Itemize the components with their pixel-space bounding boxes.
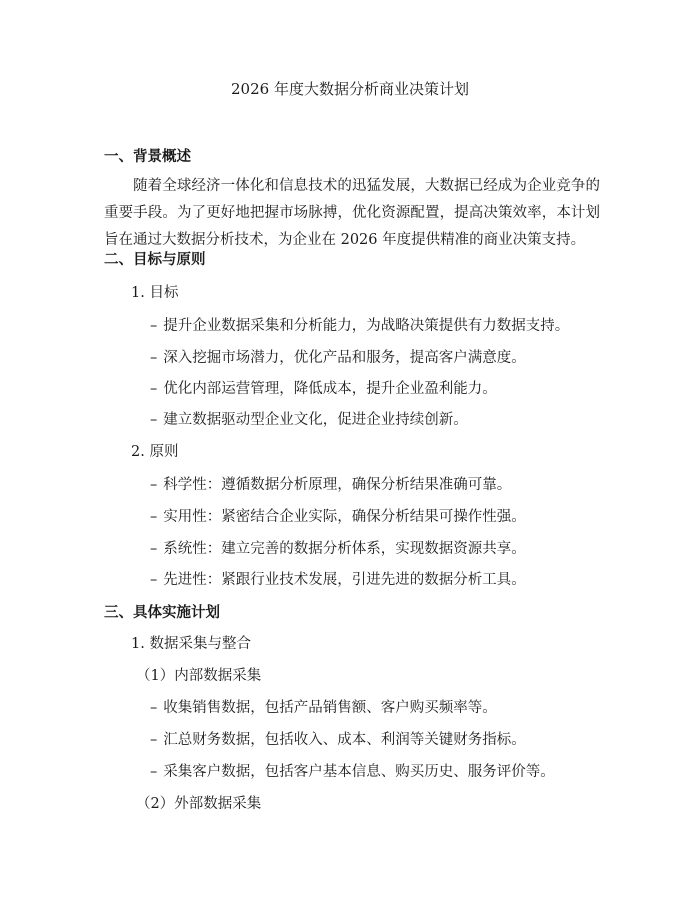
list-item-text: 实用性：紧密结合企业实际，确保分析结果可操作性强。 [163,509,526,525]
list-item-text: 优化内部运营管理，降低成本，提升企业盈利能力。 [163,381,497,397]
list-item [150,568,526,589]
list-item-text: 建立数据驱动型企业文化，促进企业持续创新。 [163,412,468,428]
section-heading-goals-principles: 二、目标与原则 [104,251,206,268]
bullet-dash: – [150,700,158,716]
list-item [150,537,526,558]
list-item [150,314,569,335]
list-item-text: 先进性：紧跟行业技术发展，引进先进的数据分析工具。 [163,572,526,588]
background-paragraph [104,173,600,254]
bullet-dash: – [150,764,158,780]
list-item-text: 收集销售数据，包括产品销售额、客户购买频率等。 [163,700,497,716]
bullet-dash: – [150,572,158,588]
group-internal-data: （1）内部数据采集 [136,668,262,684]
background-paragraph-text: 随着全球经济一体化和信息技术的迅猛发展，大数据已经成为企业竞争的重要手段。为了更好地把握市场脉搏，优化资源配置，提高决策效率，本计划旨在通过大数据分析技术，为企业在 2026 年度提供精准的商业决策支持。 [104,178,600,248]
list-item-text: 系统性：建立完善的数据分析体系，实现数据资源共享。 [163,541,526,557]
bullet-dash: – [150,541,158,557]
list-item-text: 提升企业数据采集和分析能力，为战略决策提供有力数据支持。 [163,318,570,334]
list-item-text: 汇总财务数据，包括收入、成本、利润等关键财务指标。 [163,732,526,748]
section-heading-implementation: 三、具体实施计划 [104,604,220,621]
bullet-dash: – [150,732,158,748]
subsection-data-collection: 1. 数据采集与整合 [131,636,251,652]
bullet-dash: – [150,509,158,525]
list-item [150,377,497,398]
list-item [150,408,468,429]
list-item [150,760,555,781]
subsection-principles: 2. 原则 [131,444,179,460]
list-item-text: 深入挖掘市场潜力，优化产品和服务，提高客户满意度。 [163,350,526,366]
list-item [150,346,526,367]
bullet-dash: – [150,477,158,493]
bullet-dash: – [150,350,158,366]
list-item [150,728,526,749]
bullet-dash: – [150,381,158,397]
bullet-dash: – [150,318,158,334]
subsection-goals: 1. 目标 [131,285,179,301]
list-item [150,505,526,526]
list-item [150,473,511,494]
list-item-text: 科学性：遵循数据分析原理，确保分析结果准确可靠。 [163,477,512,493]
section-heading-background: 一、背景概述 [104,148,191,165]
list-item-text: 采集客户数据，包括客户基本信息、购买历史、服务评价等。 [163,764,555,780]
bullet-dash: – [150,412,158,428]
list-item [150,696,497,717]
group-external-data: （2）外部数据采集 [136,796,262,812]
document-title: 2026 年度大数据分析商业决策计划 [231,80,469,98]
